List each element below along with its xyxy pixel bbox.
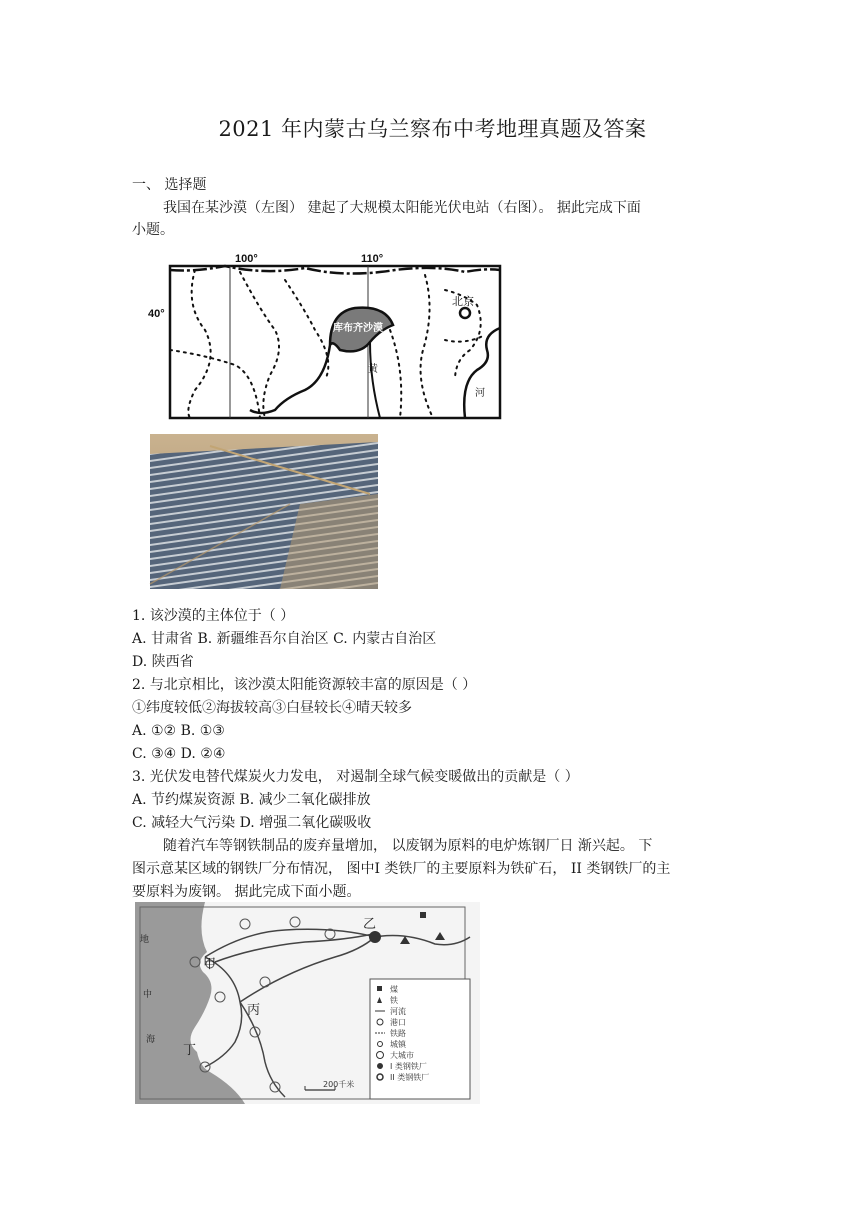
location-yi-label: 乙 bbox=[363, 917, 377, 932]
steel-plant-map bbox=[135, 902, 480, 1104]
location-jia-label: 甲 bbox=[203, 957, 217, 972]
sea-label-3: 海 bbox=[146, 1035, 156, 1045]
location-bing-label: 丙 bbox=[247, 1003, 261, 1018]
legend-coal: 煤 bbox=[390, 985, 398, 994]
q1-options-line1: A. 甘肃省 B. 新疆维吾尔自治区 C. 内蒙古自治区 bbox=[132, 631, 437, 647]
desert-label: 库布齐沙漠 bbox=[333, 323, 383, 334]
legend-iron: 铁 bbox=[390, 996, 398, 1005]
intro1-line2: 小题。 bbox=[132, 222, 174, 238]
legend-plant-type1: I 类钢铁厂 bbox=[390, 1062, 427, 1071]
desert-location-map bbox=[148, 250, 505, 422]
legend-plant-type2: II 类钢铁厂 bbox=[390, 1073, 430, 1082]
legend-river: 河流 bbox=[390, 1007, 406, 1016]
page-title: 2021 年内蒙古乌兰察布中考地理真题及答案 bbox=[218, 117, 647, 141]
sea-label-2: 中 bbox=[143, 990, 153, 1000]
intro2-line3: 要原料为废钢。 据此完成下面小题。 bbox=[132, 884, 361, 900]
q1-stem: 1. 该沙漠的主体位于（ ） bbox=[132, 608, 295, 624]
solar-farm-photo bbox=[150, 434, 378, 589]
lon-100-label: 100° bbox=[235, 253, 258, 265]
lon-110-label: 110° bbox=[361, 253, 384, 265]
q3-options-line2: C. 减轻大气污染 D. 增强二氧化碳吸收 bbox=[132, 815, 372, 831]
q2-stem: 2. 与北京相比，该沙漠太阳能资源较丰富的原因是（ ） bbox=[132, 677, 477, 693]
beijing-label: 北京 bbox=[452, 295, 474, 308]
legend-town: 城镇 bbox=[390, 1040, 406, 1049]
q3-stem: 3. 光伏发电替代煤炭火力发电， 对遏制全球气候变暖做出的贡献是（ ） bbox=[132, 769, 579, 785]
intro1-line1: 我国在某沙漠（左图） 建起了大规模太阳能光伏电站（右图）。 据此完成下面 bbox=[163, 200, 641, 216]
yellow-river-label-2: 河 bbox=[475, 388, 485, 399]
q1-options-line2: D. 陕西省 bbox=[132, 654, 194, 670]
q2-items: ①纬度较低②海拔较高③白昼较长④晴天较多 bbox=[132, 700, 412, 716]
lat-40-label: 40° bbox=[148, 308, 165, 320]
legend-port: 港口 bbox=[390, 1018, 406, 1027]
q2-options-line2: C. ③④ D. ②④ bbox=[132, 746, 226, 762]
q3-options-line1: A. 节约煤炭资源 B. 减少二氧化碳排放 bbox=[132, 792, 371, 808]
intro2-line1: 随着汽车等钢铁制品的废弃量增加， 以废钢为原料的电炉炼钢厂日 渐兴起。 下 bbox=[163, 838, 653, 854]
yellow-river-label-1: 黄 bbox=[368, 364, 378, 375]
intro2-line2: 图示意某区域的钢铁厂分布情况， 图中I 类铁厂的主要原料为铁矿石， II 类钢铁厂的主 bbox=[132, 861, 671, 877]
q2-options-line1: A. ①② B. ①③ bbox=[132, 723, 225, 739]
section-heading: 一、 选择题 bbox=[132, 177, 207, 193]
legend-city: 大城市 bbox=[390, 1051, 414, 1060]
location-ding-label: 丁 bbox=[183, 1043, 197, 1058]
legend-railway: 铁路 bbox=[390, 1029, 406, 1038]
scale-label: 200千米 bbox=[323, 1080, 355, 1089]
sea-label-1: 地 bbox=[140, 935, 150, 945]
